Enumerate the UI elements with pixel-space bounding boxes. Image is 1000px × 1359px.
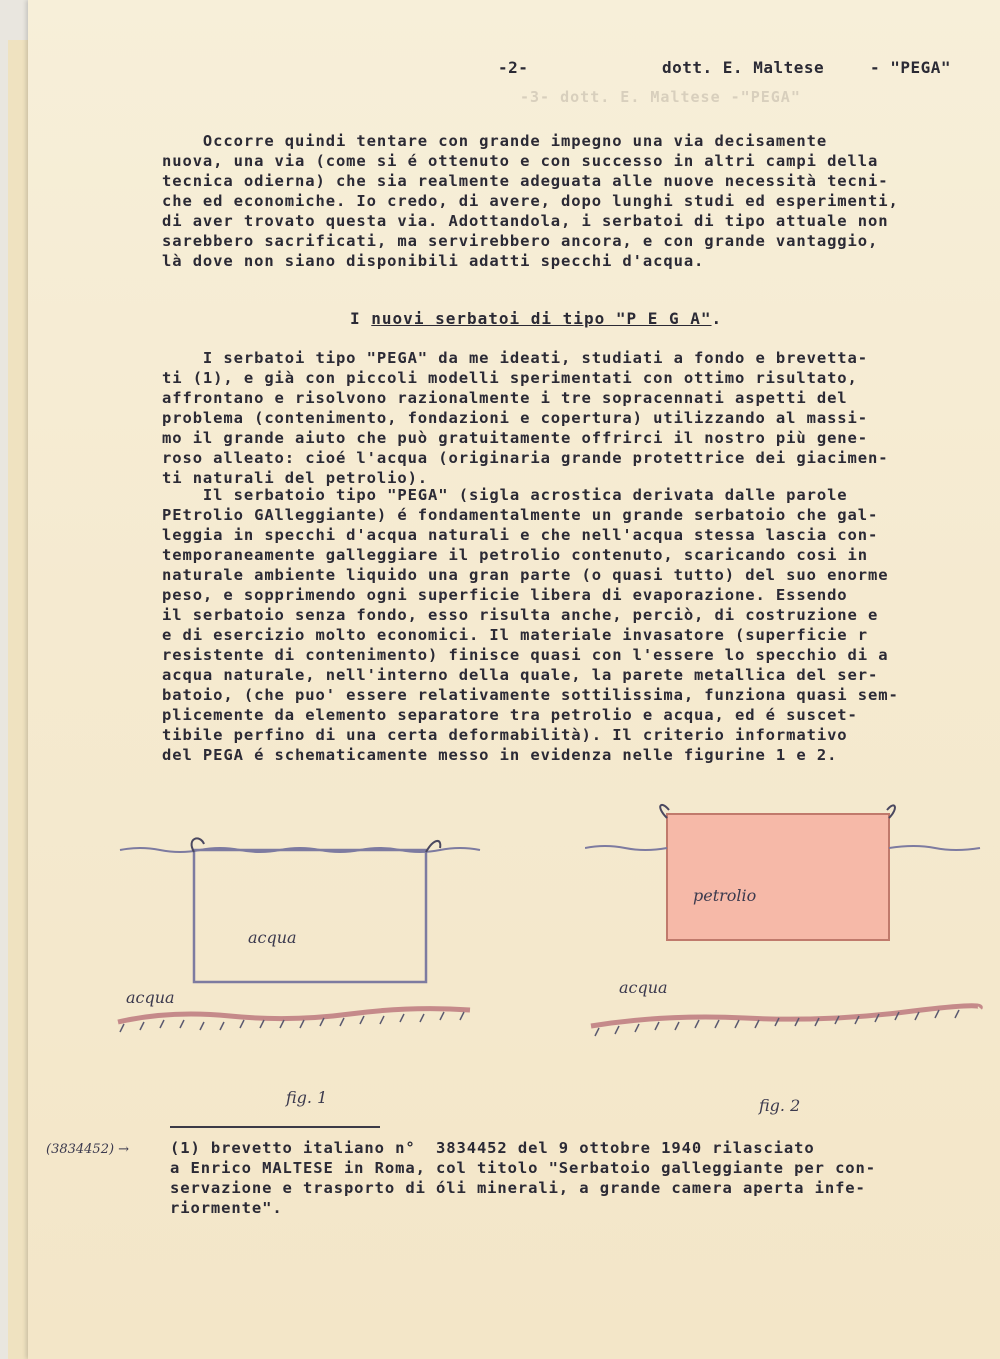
section-heading [350,309,722,328]
text-line: I serbatoi tipo "PEGA" da me ideati, studiati a fondo e brevetta- [162,349,868,367]
text-line: acqua naturale, nell'interno della quale, la parete metallica del ser- [162,666,879,684]
ground-line [118,1009,470,1022]
text-line: ti naturali del petrolio). [162,469,429,487]
heading-prefix: I [350,309,361,328]
text-line: Il serbatoio tipo "PEGA" (sigla acrostica derivata dalle parole [162,486,848,504]
label-water-outside: acqua [126,988,175,1007]
figure-2-caption: fig. 2 [759,1096,801,1115]
heading-text: nuovi serbatoi di tipo "P E G A" [371,309,712,328]
label-oil-inside: petrolio [693,886,757,905]
text-line: ti (1), e già con piccoli modelli sperimentati con ottimo risultato, [162,369,858,387]
figure-1 [110,830,510,1130]
text-line: problema (contenimento, fondazioni e copertura) utilizzando al massi- [162,409,868,427]
text-line: là dove non siano disponibili adatti specchi d'acqua. [162,252,705,270]
text-line: roso alleato: cioé l'acqua (originaria grande protettrice dei giacimen- [162,449,889,467]
text-line: nuova, una via (come si é ottenuto e con successo in altri campi della [162,152,879,170]
paragraph-pega-intro [162,348,982,488]
paragraph-pega-description [162,485,982,765]
text-line: mo il grande aiuto che può gratuitamente offrirci il nostro più gene- [162,429,868,447]
text-line: temporaneamente galleggiare il petrolio contenuto, scaricando cosi in [162,546,868,564]
page-number: -2- [498,58,529,77]
figure-2-drawing [585,800,985,1130]
ground-line [591,1006,980,1026]
text-line: PEtrolio GAlleggiante) é fondamentalmente un grande serbatoio che gal- [162,506,879,524]
footnote-line: riormente". [170,1199,283,1217]
text-line: tibile perfino di una certa deformabilità). Il criterio informativo [162,726,848,744]
heading-suffix: . [711,309,723,328]
footnote-line: a Enrico MALTESE in Roma, col titolo "Serbatoio galleggiante per con- [170,1159,876,1177]
text-line: naturale ambiente liquido una gran parte (o quasi tutto) del suo enorme [162,566,889,584]
text-line: il serbatoio senza fondo, esso risulta anche, perciò, di costruzione e [162,606,879,624]
figure-1-caption: fig. 1 [286,1088,328,1107]
oil-tank [667,814,889,940]
text-line: batoio, (che puo' essere relativamente sottilissima, funziona quasi sem- [162,686,899,704]
text-line: peso, e sopprimendo ogni superficie libera di evaporazione. Essendo [162,586,848,604]
figure-1-drawing [110,830,510,1130]
page-header [0,58,1000,82]
text-line: tecnica odierna) che sia realmente adeguata alle nuove necessità tecni- [162,172,889,190]
text-line: Occorre quindi tentare con grande impegno una via decisamente [162,132,828,150]
text-line: sarebbero sacrificati, ma servirebbero ancora, e con grande vantaggio, [162,232,879,250]
figure-2 [585,800,985,1130]
text-line: affrontano e risolvono razionalmente i tre sopracennati aspetti del [162,389,848,407]
text-line: che ed economiche. Io credo, di avere, dopo lunghi studi ed esperimenti, [162,192,899,210]
bleed-through-header: -3- dott. E. Maltese -"PEGA" [520,88,801,106]
footnote-line: (1) brevetto italiano n° 3834452 del 9 ottobre 1940 rilasciato [170,1139,815,1157]
text-line: di aver trovato questa via. Adottandola, i serbatoi di tipo attuale non [162,212,889,230]
author: dott. E. Maltese [662,58,825,77]
footnote-separator [170,1126,380,1128]
text-line: plicemente da elemento separatore tra petrolio e acqua, ed é suscet- [162,706,858,724]
footnote [170,1138,980,1218]
text-line: del PEGA é schematicamente messo in evidenza nelle figurine 1 e 2. [162,746,838,764]
text-line: e di esercizio molto economici. Il materiale invasatore (superficie r [162,626,868,644]
label-water-inside: acqua [248,928,297,947]
footnote-line: servazione e trasporto di óli minerali, a grande camera aperta infe- [170,1179,866,1197]
label-water-outside: acqua [619,978,668,997]
margin-annotation: (3834452) → [46,1142,130,1157]
text-line: resistente di contenimento) finisce quasi con l'essere lo specchio di a [162,646,889,664]
text-line: leggia in specchi d'acqua naturali e che nell'acqua stessa lascia con- [162,526,879,544]
paragraph-intro [162,131,982,271]
tank-outline [194,850,426,982]
document-title: - "PEGA" [870,58,952,77]
